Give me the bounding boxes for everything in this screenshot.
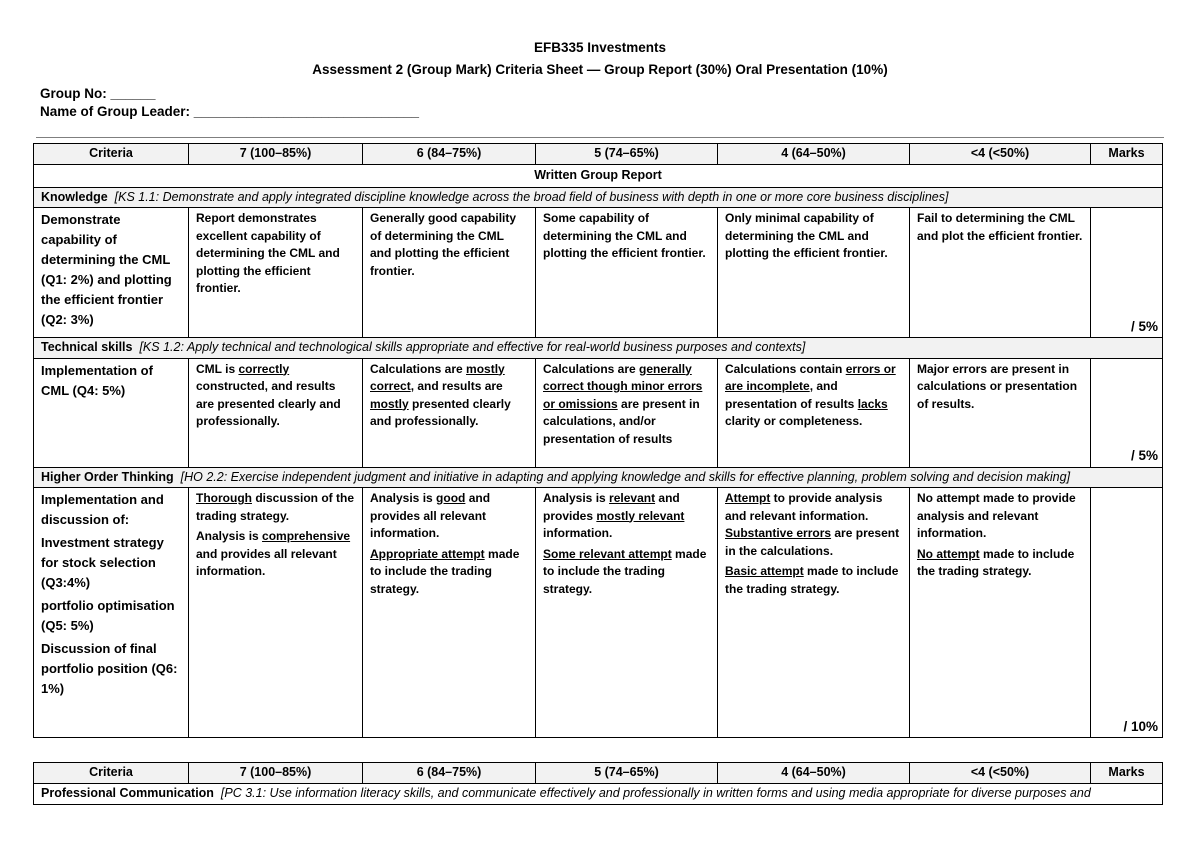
higher-criteria: Implementation and discussion of: Investment strategy for stock selection (Q3:4%) portfolio optimisation (Q5: 5%) Discussion of final portfolio position (Q6: 1%): [34, 488, 189, 738]
divider: [36, 137, 1164, 138]
technical-desc: KS 1.2: Apply technical and technological skills appropriate and effective for real-world business purposes and contexts: [142, 340, 802, 354]
header-criteria: Criteria: [34, 144, 189, 165]
header-row: [34, 144, 1163, 165]
technical-grade-7: CML is correctly constructed, and results are presented clearly and professionally.: [189, 358, 363, 467]
knowledge-row: [34, 208, 1163, 338]
technical-grade-fail: Major errors are present in calculations or presentation of results.: [910, 358, 1091, 467]
higher-desc: HO 2.2: Exercise independent judgment and initiative in adapting and applying knowledge and skills for effective planning, problem solving and decision making: [184, 469, 1067, 484]
knowledge-grade-6: Generally good capability of determining the CML and plotting the efficient frontier.: [363, 208, 536, 338]
technical-criteria: Implementation of CML (Q4: 5%): [34, 358, 189, 467]
header-grade-7: 7 (100–85%): [189, 144, 363, 165]
header-row-2: [34, 763, 1163, 784]
header2-criteria: Criteria: [34, 763, 189, 784]
technical-marks: / 5%: [1091, 358, 1163, 467]
section-row: [34, 165, 1163, 188]
knowledge-grade-5: Some capability of determining the CML and plotting the efficient frontier.: [536, 208, 718, 338]
criteria-table: [33, 143, 1163, 738]
knowledge-label: Knowledge: [41, 189, 108, 204]
header-marks: Marks: [1091, 144, 1163, 165]
higher-row: [34, 488, 1163, 738]
header-grade-4: 4 (64–50%): [718, 144, 910, 165]
group-leader-field: Name of Group Leader: ______________________________: [40, 104, 420, 119]
higher-grade-4: Attempt to provide analysis and relevant information. Substantive errors are present in the calculations. Basic attempt made to include the trading strategy.: [718, 488, 910, 738]
assessment-subtitle: Assessment 2 (Group Mark) Criteria Sheet — Group Report (30%) Oral Presentation (10%): [312, 62, 888, 77]
higher-grade-5: Analysis is relevant and provides mostly relevant information. Some relevant attempt made to include the trading strategy.: [536, 488, 718, 738]
header2-grade-6: 6 (84–75%): [363, 763, 536, 784]
communication-band: Professional Communication [PC 3.1: Use information literacy skills, and communicate effectively and professionally in written forms and using media appropriate for diverse purposes and: [34, 784, 1163, 805]
header-grade-6: 6 (84–75%): [363, 144, 536, 165]
communication-desc: PC 3.1: Use information literacy skills, and communicate effectively and professionally in written forms and using media appropriate for diverse purposes and: [224, 786, 1091, 800]
header2-grade-4: 4 (64–50%): [718, 763, 910, 784]
header2-grade-fail: <4 (<50%): [910, 763, 1091, 784]
higher-label: Higher Order Thinking: [41, 469, 174, 484]
header2-grade-7: 7 (100–85%): [189, 763, 363, 784]
criteria-table-continued: [33, 762, 1163, 805]
higher-grade-6: Analysis is good and provides all relevant information. Appropriate attempt made to include the trading strategy.: [363, 488, 536, 738]
knowledge-band: Knowledge [KS 1.1: Demonstrate and apply integrated discipline knowledge across the broad field of business with depth in one or more core business disciplines]: [34, 187, 1163, 208]
higher-band: Higher Order Thinking [HO 2.2: Exercise independent judgment and initiative in adapting and applying knowledge and skills for effective planning, problem solving and decision making]: [34, 467, 1163, 488]
technical-row: [34, 358, 1163, 467]
higher-grade-7: Thorough discussion of the trading strategy. Analysis is comprehensive and provides all relevant information.: [189, 488, 363, 738]
knowledge-grade-fail: Fail to determining the CML and plot the efficient frontier.: [910, 208, 1091, 338]
course-title: EFB335 Investments: [533, 40, 667, 55]
header2-marks: Marks: [1091, 763, 1163, 784]
knowledge-grade-4: Only minimal capability of determining the CML and plotting the efficient frontier.: [718, 208, 910, 338]
section-title: Written Group Report: [34, 165, 1163, 188]
technical-grade-6: Calculations are mostly correct, and results are mostly presented clearly and professionally.: [363, 358, 536, 467]
technical-label: Technical skills: [41, 340, 133, 354]
header-grade-fail: <4 (<50%): [910, 144, 1091, 165]
header-grade-5: 5 (74–65%): [536, 144, 718, 165]
higher-marks: / 10%: [1091, 488, 1163, 738]
knowledge-marks: / 5%: [1091, 208, 1163, 338]
knowledge-criteria: Demonstrate capability of determining the CML (Q1: 2%) and plotting the efficient frontier (Q2: 3%): [34, 208, 189, 338]
technical-grade-4: Calculations contain errors or are incomplete, and presentation of results lacks clarity or completeness.: [718, 358, 910, 467]
knowledge-grade-7: Report demonstrates excellent capability of determining the CML and plotting the efficient frontier.: [189, 208, 363, 338]
header2-grade-5: 5 (74–65%): [536, 763, 718, 784]
higher-grade-fail: No attempt made to provide analysis and relevant information. No attempt made to include the trading strategy.: [910, 488, 1091, 738]
communication-label: Professional Communication: [41, 786, 214, 800]
technical-grade-5: Calculations are generally correct though minor errors or omissions are present in calculations, and/or presentation of results: [536, 358, 718, 467]
knowledge-desc: KS 1.1: Demonstrate and apply integrated discipline knowledge across the broad field of business with depth in one or more core business disciplines: [118, 189, 945, 204]
group-number-field: Group No: ______: [40, 86, 156, 101]
technical-band: Technical skills [KS 1.2: Apply technical and technological skills appropriate and effective for real-world business purposes and contexts]: [34, 338, 1163, 359]
